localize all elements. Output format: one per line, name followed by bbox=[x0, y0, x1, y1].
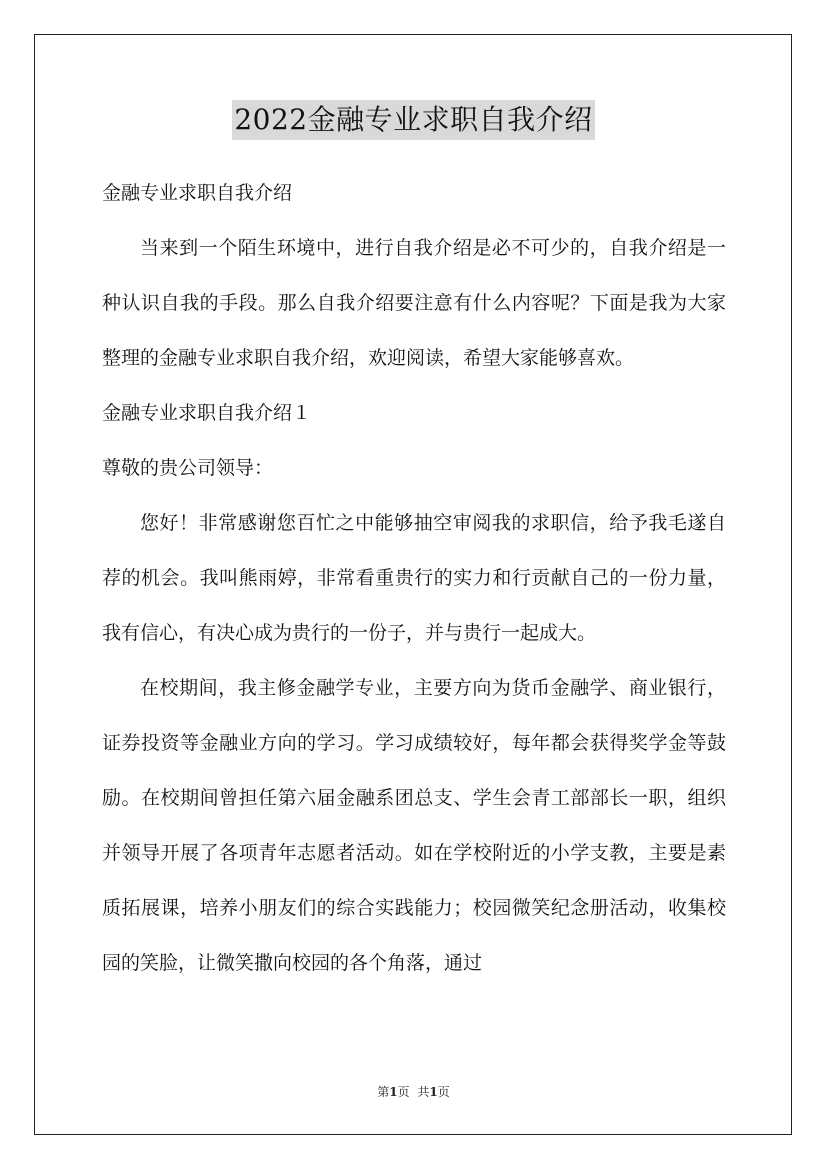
paragraph-section-heading: 金融专业求职自我介绍１ bbox=[102, 402, 312, 424]
paragraph-intro: 当来到一个陌生环境中，进行自我介绍是必不可少的，自我介绍是一种认识自我的手段。那么自我介绍要注意有什么内容呢？下面是我为大家整理的金融专业求职自我介绍，欢迎阅读，希望大家能够喜欢。 bbox=[102, 237, 726, 369]
page-footer bbox=[0, 1083, 827, 1101]
page-number: 1 bbox=[389, 1085, 398, 1099]
paragraph-salutation: 尊敬的贵公司领导： bbox=[102, 457, 274, 479]
page-unit: 页 bbox=[397, 1085, 410, 1099]
page-prefix: 第 bbox=[377, 1085, 390, 1099]
paragraph-school-experience: 在校期间，我主修金融学专业，主要方向为货币金融学、商业银行，证券投资等金融业方向的学习。学习成绩较好，每年都会获得奖学金等鼓励。在校期间曾担任第六届金融系团总支、学生会青工部部长一职，组织并领导开展了各项青年志愿者活动。如在学校附近的小学支教，主要是素质拓展课，培养小朋友们的综合实践能力；校园微笑纪念册活动，收集校园的笑脸，让微笑撒向校园的各个角落，通过 bbox=[102, 677, 726, 974]
total-unit: 页 bbox=[437, 1085, 450, 1099]
document-title: 2022金融专业求职自我介绍 bbox=[232, 100, 594, 140]
document-body bbox=[102, 166, 726, 991]
title-container bbox=[0, 100, 827, 140]
paragraph-heading: 金融专业求职自我介绍 bbox=[102, 182, 293, 204]
paragraph-greeting: 您好！非常感谢您百忙之中能够抽空审阅我的求职信，给予我毛遂自荐的机会。我叫熊雨婷，非常看重贵行的实力和行贡献自己的一份力量，我有信心，有决心成为贵行的一份子，并与贵行一起成大。 bbox=[102, 512, 726, 644]
total-pages: 1 bbox=[429, 1085, 438, 1099]
total-prefix: 共 bbox=[417, 1085, 430, 1099]
